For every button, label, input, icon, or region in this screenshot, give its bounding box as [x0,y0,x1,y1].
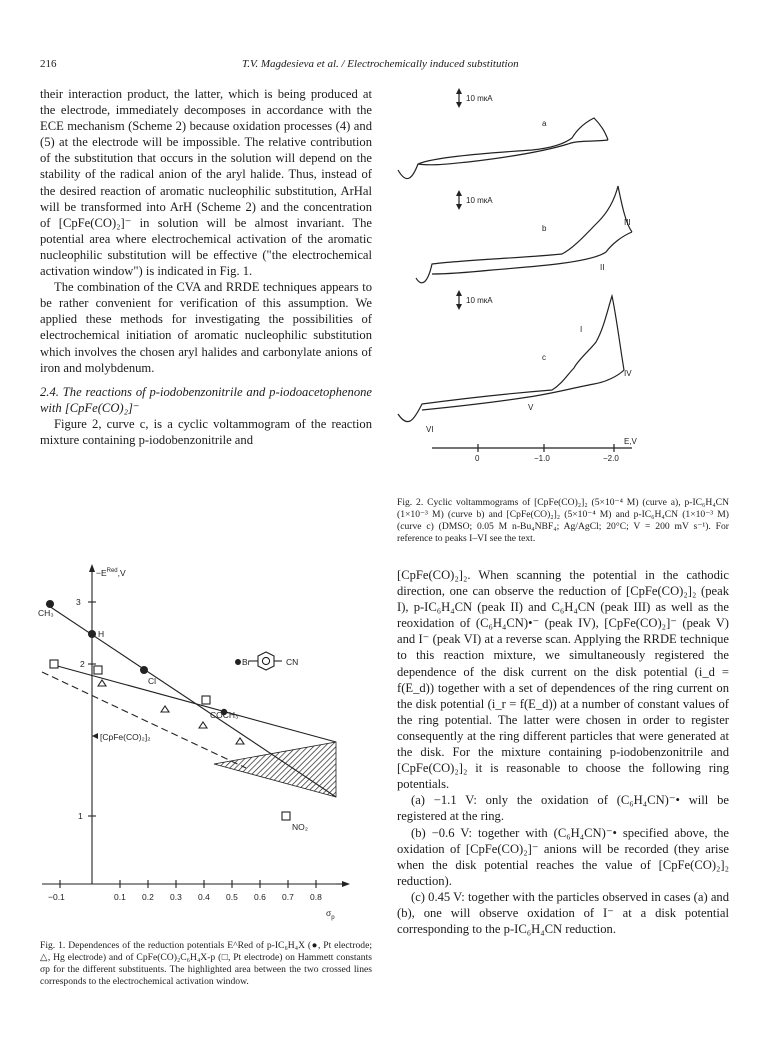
peak-label-v: V [528,403,534,412]
y-axis-label: $-E^{Red},V$ [96,568,126,578]
square-marker [282,812,290,820]
benzene-ring-icon [258,652,274,670]
curve-label-b: b [542,224,547,233]
x-tick-label: 0.5 [226,892,238,902]
x-tick-label: 0.3 [170,892,182,902]
substituent-label: CH₃ [38,608,54,618]
x-tick-label: 0.7 [282,892,294,902]
page-number: 216 [40,58,57,70]
hg-electrode-line [42,672,246,768]
scan-arrow [456,102,462,108]
x-tick-label: 0.2 [142,892,154,902]
paragraph: (b) −0.6 V: together with (C₆H₄CN)⁻• specified above, the oxidation of [CpFe(CO)₂]⁻ anions will be recorded (they arise when the disk potential reaches the value of [CpFe(CO)₂]₂ reduction). [397,825,729,888]
left-column [40,86,372,448]
scan-arrow [456,304,462,310]
scale-label: 10 mкA [466,94,493,103]
y-tick-label: 1 [78,811,83,821]
scan-arrow [456,290,462,296]
triangle-marker [199,722,207,728]
e-axis-label: E,V [624,437,637,446]
paragraph: (a) −1.1 V: only the oxidation of (C₆H₄CN)⁻• will be registered at the ring. [397,793,729,824]
filled-marker-br [235,659,241,665]
triangle-marker [236,738,244,744]
figure-2 [392,84,642,492]
paragraph: The combination of the CVA and RRDE techniques appears to be rather convenient for verification of this assumption. We applied these methods for investigating the possibilities of electrochemical initiation of aromatic nucleophilic substitution which involves the chosen aryl halides and carbonylate anions of iron and molybdenum. [40,280,372,375]
scan-arrow [456,190,462,196]
curve-a-return [418,140,608,165]
paragraph: their interaction product, the latter, which is being produced at the electrode, immediately decomposes in accordance with the ECE mechanism (Scheme 2) because oxidation processes (4) and (5) at the electrode will be impossible. The relative contribution of the substitution that occurs in the solution will depend on the stability of the radical anion of the aryl halide. Thus, instead of the desired reaction of aromatic nucleophilic substitution, ArHal will be transformed into ArH (Scheme 2) and the concentration of [CpFe(CO)₂]⁻ in solution will be almost invariant. The potential area where electrochemical activation of the aromatic nucleophilic substitution will be effective ("the electrochemical activation window") is indicated in Fig. 1. [40,87,372,279]
figure-1-caption: Fig. 1. Dependences of the reduction potentials E^Red of p-IC₆H₄X (●, Pt electrode; △, Hg electrode) and of CpFe(CO)₂C₆H₄X-p (□, Pt electrode) on Hammett constants σp for the different substituents. The highlighted area between the two crossed lines corresponds to the electrochemical activation window. [40,940,372,987]
paragraph: (c) 0.45 V: together with the particles observed in cases (a) and (b), one will observe oxidation of I⁻ at a disk potential corresponding to the p-IC₆H₄CN reduction. [397,889,729,937]
peak-label-ii: II [600,263,605,272]
substituent-label: CN [286,657,299,667]
filled-marker-h [88,630,96,638]
scan-arrow [456,88,462,94]
right-column [397,567,729,937]
paragraph: [CpFe(CO)₂]₂. When scanning the potential in the cathodic direction, one can observe the reduction of [CpFe(CO)₂]₂ (peak I), p-IC₆H₄CN (peak II) and C₆H₄CN (peak III) as well as the reoxidation of (C₆H₄CN)•⁻ (peak IV), [CpFe(CO)₂]⁻ (peak V) and I⁻ (peak VI) at a reverse scan. Applying the RRDE technique to this reaction mixture, we simultaneously registered the dependence of the disk current on the disk potential (i_d = f(E_d)) together with a set of dependences of the ring current on the disk potential (i_r = f(E_d)) at a number of constant values of the ring potential. The latter were chosen in order to register consequently at the ring different particles that were generated at the disk. For the mixture containing p-iodobenzonitrile and [CpFe(CO)₂]₂ it is reasonable to choose the following ring potentials. [397,568,729,792]
substituent-label: NO₂ [292,822,309,832]
x-tick-label: 0.6 [254,892,266,902]
peak-label-i: I [580,325,583,334]
square-marker [50,660,58,668]
x-axis-label: $\sigma_p$ [326,908,335,921]
benzene-ring-icon [262,657,269,664]
substituent-label: Cl [148,676,157,686]
running-head: T.V. Magdesieva et al. / Electrochemically induced substitution [242,58,519,70]
x-tick-label: 0.4 [198,892,210,902]
curve-label-c: c [542,353,546,362]
scale-label: 10 mкA [466,296,493,305]
x-axis-arrowhead [342,881,350,887]
figure-2-caption: Fig. 2. Cyclic voltammograms of [CpFe(CO)₂]₂ (5×10⁻⁴ M) (curve a), p-IC₆H₄CN (1×10⁻³ M) (curve b) and [CpFe(CO)₂]₂ (5×10⁻⁴ M) and p-IC₆H₄CN (1×10⁻³ M) (curve c) (DMSO; 0.05 M n-Bu₄NBF₄; Ag/AgCl; 20°C; V = 200 mV s⁻¹). For reference to peaks I–VI see the text. [397,497,729,544]
scan-arrow [456,204,462,210]
y-tick-label: 2 [80,659,85,669]
e-axis-tick-label: −2.0 [603,454,619,463]
activation-window [214,742,336,797]
filled-marker-ch3 [46,600,54,608]
scale-label: 10 mкA [466,196,493,205]
curve-label-a: a [542,119,547,128]
filled-marker-cl [140,666,148,674]
label-arrowhead [92,733,98,739]
square-marker [94,666,102,674]
x-tick-label: 0.1 [114,892,126,902]
complex-line [50,664,336,742]
peak-label-iv: IV [624,369,632,378]
paragraph: Figure 2, curve c, is a cyclic voltammogram of the reaction mixture containing p-iodobenzonitrile and [40,416,372,447]
peak-label-iii: III [624,218,631,227]
curve-a [398,118,608,179]
substituent-label: Br [242,657,251,667]
e-axis-tick-label: −1.0 [534,454,550,463]
peak-label-vi: VI [426,425,434,434]
x-tick-label: 0.8 [310,892,322,902]
substituent-label: COCH₃ [210,710,239,720]
y-axis-arrowhead [89,564,95,572]
figure-1 [36,554,376,936]
x-tick-label: −0.1 [48,892,65,902]
triangle-marker [98,680,106,686]
curve-c [398,296,624,422]
e-axis-tick-label: 0 [475,454,480,463]
y-tick-label: 3 [76,597,81,607]
substituent-label: H [98,629,105,639]
complex-label: [CpFe(CO)₂]₂ [100,732,151,742]
square-marker [202,696,210,704]
section-heading: 2.4. The reactions of p-iodobenzonitrile and p-iodoacetophenone with [CpFe(CO)₂]⁻ [40,384,372,415]
curve-c-return [422,370,624,410]
triangle-marker [161,706,169,712]
